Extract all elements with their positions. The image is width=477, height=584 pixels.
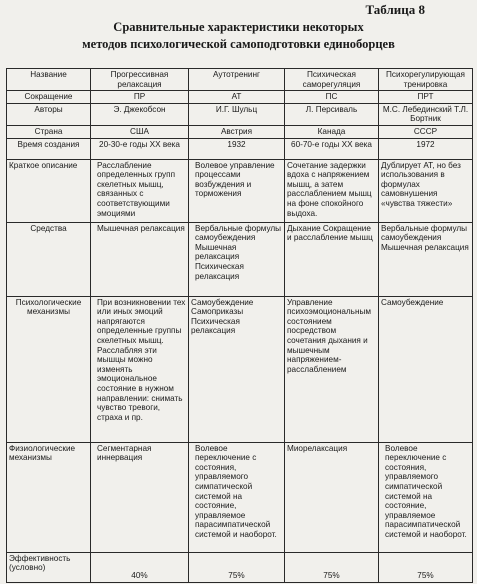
cell-means-prt: Вербальные формулы самоубеждения Мышечная релаксация <box>379 222 473 296</box>
cell-country-prt: СССР <box>379 125 473 138</box>
cell-authors-ps: Л. Персиваль <box>285 103 379 125</box>
cell-eff-pr: 40% <box>91 552 189 582</box>
cell-country-at: Австрия <box>189 125 285 138</box>
table-row-time <box>7 138 473 159</box>
cell-phys-at: Волевое переключение с состояния, управляемого симпатической системой на состояние, управляемое парасимпатической системой и наоборот. <box>189 442 285 552</box>
row-label-authors: Авторы <box>7 103 91 125</box>
cell-authors-at: И.Г. Шульц <box>189 103 285 125</box>
row-label-psy: Психологические механизмы <box>7 296 91 442</box>
cell-means-ps: Дыхание Сокращение и расслабление мышц <box>285 222 379 296</box>
row-label-desc: Краткое описание <box>7 159 91 222</box>
row-label-means: Средства <box>7 222 91 296</box>
cell-name-pr: Прогрессивная релаксация <box>91 69 189 91</box>
cell-eff-ps: 75% <box>285 552 379 582</box>
row-label-phys: Физиологические механизмы <box>7 442 91 552</box>
cell-name-ps: Психическая саморегуляция <box>285 69 379 91</box>
row-label-eff: Эффективность (условно) <box>7 552 91 582</box>
table-row-abbr <box>7 91 473 104</box>
cell-psy-at: Самоубеждение Самоприказы Психическая релаксация <box>189 296 285 442</box>
cell-psy-pr: При возникновении тех или иных эмоций напрягаются определенные группы скелетных мышц. Расслабляя эти мышцы можно изменять эмоциональное состояние в нужном направлении: снимать чувство тревоги, страха и пр. <box>91 296 189 442</box>
table-row-means <box>7 222 473 296</box>
table-row-country <box>7 125 473 138</box>
table-row-authors <box>7 103 473 125</box>
comparison-table <box>6 68 473 583</box>
cell-phys-prt: Волевое переключение с состояния, управляемого симпатической системой на состояние, управляемое парасимпатической системой и наоборот. <box>379 442 473 552</box>
cell-name-prt: Психорегулирующая тренировка <box>379 69 473 91</box>
cell-authors-prt: М.С. Лебединский Т.Л. Бортник <box>379 103 473 125</box>
row-label-name: Название <box>7 69 91 91</box>
cell-country-pr: США <box>91 125 189 138</box>
cell-abbr-pr: ПР <box>91 91 189 104</box>
cell-psy-ps: Управление психоэмоциональным состоянием посредством сочетания дыхания и мышечным напряжением-расслаблением <box>285 296 379 442</box>
cell-means-pr: Мышечная релаксация <box>91 222 189 296</box>
cell-time-at: 1932 <box>189 138 285 159</box>
cell-means-at: Вербальные формулы самоубеждения Мышечная релаксация Психическая релаксация <box>189 222 285 296</box>
table-row-eff <box>7 552 473 582</box>
table-row-name <box>7 69 473 91</box>
cell-authors-pr: Э. Джекобсон <box>91 103 189 125</box>
cell-time-pr: 20-30-е годы XX века <box>91 138 189 159</box>
cell-desc-pr: Расслабление определенных групп скелетных мышц, связанных с соответствующими эмоциями <box>91 159 189 222</box>
cell-phys-pr: Сегментарная иннервация <box>91 442 189 552</box>
cell-eff-prt: 75% <box>379 552 473 582</box>
cell-phys-ps: Миорелаксация <box>285 442 379 552</box>
table-title-line2: методов психологической самоподготовки единоборцев <box>82 37 395 51</box>
cell-abbr-at: АТ <box>189 91 285 104</box>
cell-desc-ps: Сочетание задержки вдоха с напряжением мышц, а затем расслаблением мышц на фоне спокойного выдоха. <box>285 159 379 222</box>
row-label-country: Страна <box>7 125 91 138</box>
row-label-abbr: Сокращение <box>7 91 91 104</box>
table-number: Таблица 8 <box>365 2 425 17</box>
table-row-desc <box>7 159 473 222</box>
table-title-line1: Сравнительные характеристики некоторых <box>113 20 364 34</box>
table-row-psy <box>7 296 473 442</box>
cell-abbr-prt: ПРТ <box>379 91 473 104</box>
cell-country-ps: Канада <box>285 125 379 138</box>
cell-time-ps: 60-70-е годы XX века <box>285 138 379 159</box>
cell-desc-at: Волевое управление процессами возбуждения и торможения <box>189 159 285 222</box>
cell-abbr-ps: ПС <box>285 91 379 104</box>
cell-eff-at: 75% <box>189 552 285 582</box>
cell-time-prt: 1972 <box>379 138 473 159</box>
cell-psy-prt: Самоубеждение <box>379 296 473 442</box>
cell-name-at: Аутотренинг <box>189 69 285 91</box>
cell-desc-prt: Дублирует АТ, но без использования в формулах самовнушения «чувства тяжести» <box>379 159 473 222</box>
table-row-phys <box>7 442 473 552</box>
row-label-time: Время создания <box>7 138 91 159</box>
